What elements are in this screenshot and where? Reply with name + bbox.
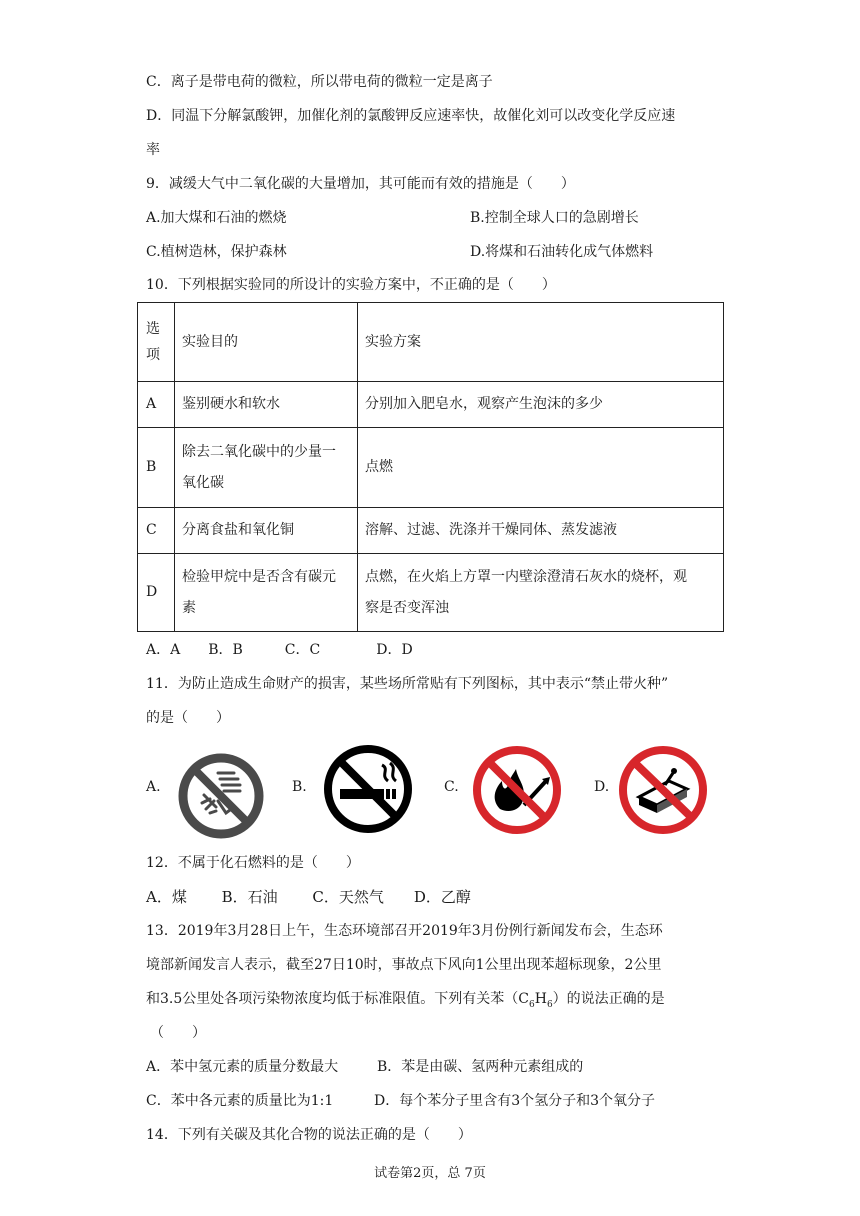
row-plan xyxy=(358,554,724,632)
no-smoking-icon xyxy=(322,743,414,835)
q14-stem: 14．下列有关碳及其化合物的说法正确的是（ ） xyxy=(146,1127,472,1143)
q13-option-a: A．苯中氢元素的质量分数最大 xyxy=(146,1059,339,1075)
q10-stem: 10．下列根据实验同的所设计的实验方案中，不正确的是（ ） xyxy=(146,277,556,293)
q11-label-d: D. xyxy=(594,779,610,795)
row-plan: 分别加入肥皂水，观察产生泡沫的多少 xyxy=(358,382,724,428)
q13-line3-h: H xyxy=(534,991,547,1007)
q11-stem-line1: 11．为防止造成生命财产的损害，某些场所常贴有下列图标，其中表示“禁止带火种” xyxy=(146,676,669,692)
header-option-line2: 项 xyxy=(146,347,160,363)
q8-option-c: C．离子是带电荷的微粒，所以带电荷的微粒一定是离子 xyxy=(146,74,493,90)
no-fireworks-icon xyxy=(176,751,266,841)
row-plan-line2: 察是否变浑浊 xyxy=(365,599,449,616)
q11-label-b: B. xyxy=(292,779,307,795)
q13-sub-carbon: 6 xyxy=(528,999,535,1010)
q11-sign-row xyxy=(0,743,860,835)
q13-line3-post: ）的说法正确的是 xyxy=(552,991,665,1007)
q13-line3 xyxy=(146,989,665,1015)
row-purpose-line2: 素 xyxy=(182,599,196,616)
q13-line3-pre: 和3.5公里处各项污染物浓度均低于标准限值。下列有关苯（C xyxy=(146,991,529,1007)
q10-answers: A．A B．B C．C D．D xyxy=(146,642,413,658)
q13-line2: 境部新闻发言人表示，截至27日10时，事故点下风向1公里出现苯超标现象，2公里 xyxy=(146,957,662,973)
q9-option-d: D.将煤和石油转化成气体燃料 xyxy=(470,244,654,260)
q13-sub-hydrogen: 6 xyxy=(546,999,553,1010)
table-row xyxy=(138,382,724,428)
q12-options: A．煤 B．石油 C．天然气 D．乙醇 xyxy=(146,888,471,906)
q12-stem: 12．不属于化石燃料的是（ ） xyxy=(146,855,360,871)
row-plan-line1: 点燃，在火焰上方罩一内壁涂澄清石灰水的烧杯，观 xyxy=(365,568,687,585)
table-row xyxy=(138,554,724,632)
table-header-row xyxy=(138,303,724,382)
row-plan: 点燃 xyxy=(358,428,724,508)
table-row xyxy=(138,428,724,508)
q9-option-c: C.植树造林，保护森林 xyxy=(146,244,287,260)
row-purpose: 分离食盐和氧化铜 xyxy=(175,508,358,554)
q10-table xyxy=(137,302,724,632)
q11-label-a: A. xyxy=(146,779,161,795)
q8-option-d-line2: 率 xyxy=(146,142,160,158)
page-footer: 试卷第2页，总 7页 xyxy=(374,1166,486,1181)
q13-option-b: B．苯是由碳、氢两种元素组成的 xyxy=(377,1059,584,1075)
q13-line1: 13．2019年3月28日上午，生态环境部召开2019年3月份例行新闻发布会，生态环 xyxy=(146,923,663,939)
row-purpose-line2: 氧化碳 xyxy=(182,474,224,491)
q8-option-d-line1: D．同温下分解氯酸钾，加催化剂的氯酸钾反应速率快，故催化刘可以改变化学反应速 xyxy=(146,108,676,124)
header-option-cell xyxy=(138,303,175,382)
row-plan: 溶解、过滤、洗涤并干燥同体、蒸发滤液 xyxy=(358,508,724,554)
header-plan-cell: 实验方案 xyxy=(358,303,724,382)
q9-stem: 9．减缓大气中二氧化碳的大量增加，其可能而有效的措施是（ ） xyxy=(146,176,575,192)
row-option: B xyxy=(138,428,175,508)
q13-line4: （ ） xyxy=(150,1025,206,1041)
q11-label-c: C. xyxy=(444,779,459,795)
row-purpose xyxy=(175,554,358,632)
row-purpose: 鉴别硬水和软水 xyxy=(175,382,358,428)
row-option: D xyxy=(138,554,175,632)
row-option: A xyxy=(138,382,175,428)
table-row xyxy=(138,508,724,554)
no-open-flame-icon xyxy=(470,743,564,837)
row-purpose xyxy=(175,428,358,508)
q13-option-c: C．苯中各元素的质量比为1:1 xyxy=(146,1093,334,1109)
row-option: C xyxy=(138,508,175,554)
q13-option-d: D．每个苯分子里含有3个氢分子和3个氧分子 xyxy=(374,1093,656,1109)
row-purpose-line1: 检验甲烷中是否含有碳元 xyxy=(182,568,336,585)
q9-option-a: A.加大煤和石油的燃烧 xyxy=(146,210,287,226)
header-option-line1: 选 xyxy=(146,321,160,337)
row-purpose-line1: 除去二氧化碳中的少量一 xyxy=(182,443,336,460)
q9-option-b: B.控制全球人口的急剧增长 xyxy=(470,210,639,226)
q11-stem-line2: 的是（ ） xyxy=(146,710,230,726)
no-matches-icon xyxy=(615,743,711,837)
header-purpose-cell: 实验目的 xyxy=(175,303,358,382)
